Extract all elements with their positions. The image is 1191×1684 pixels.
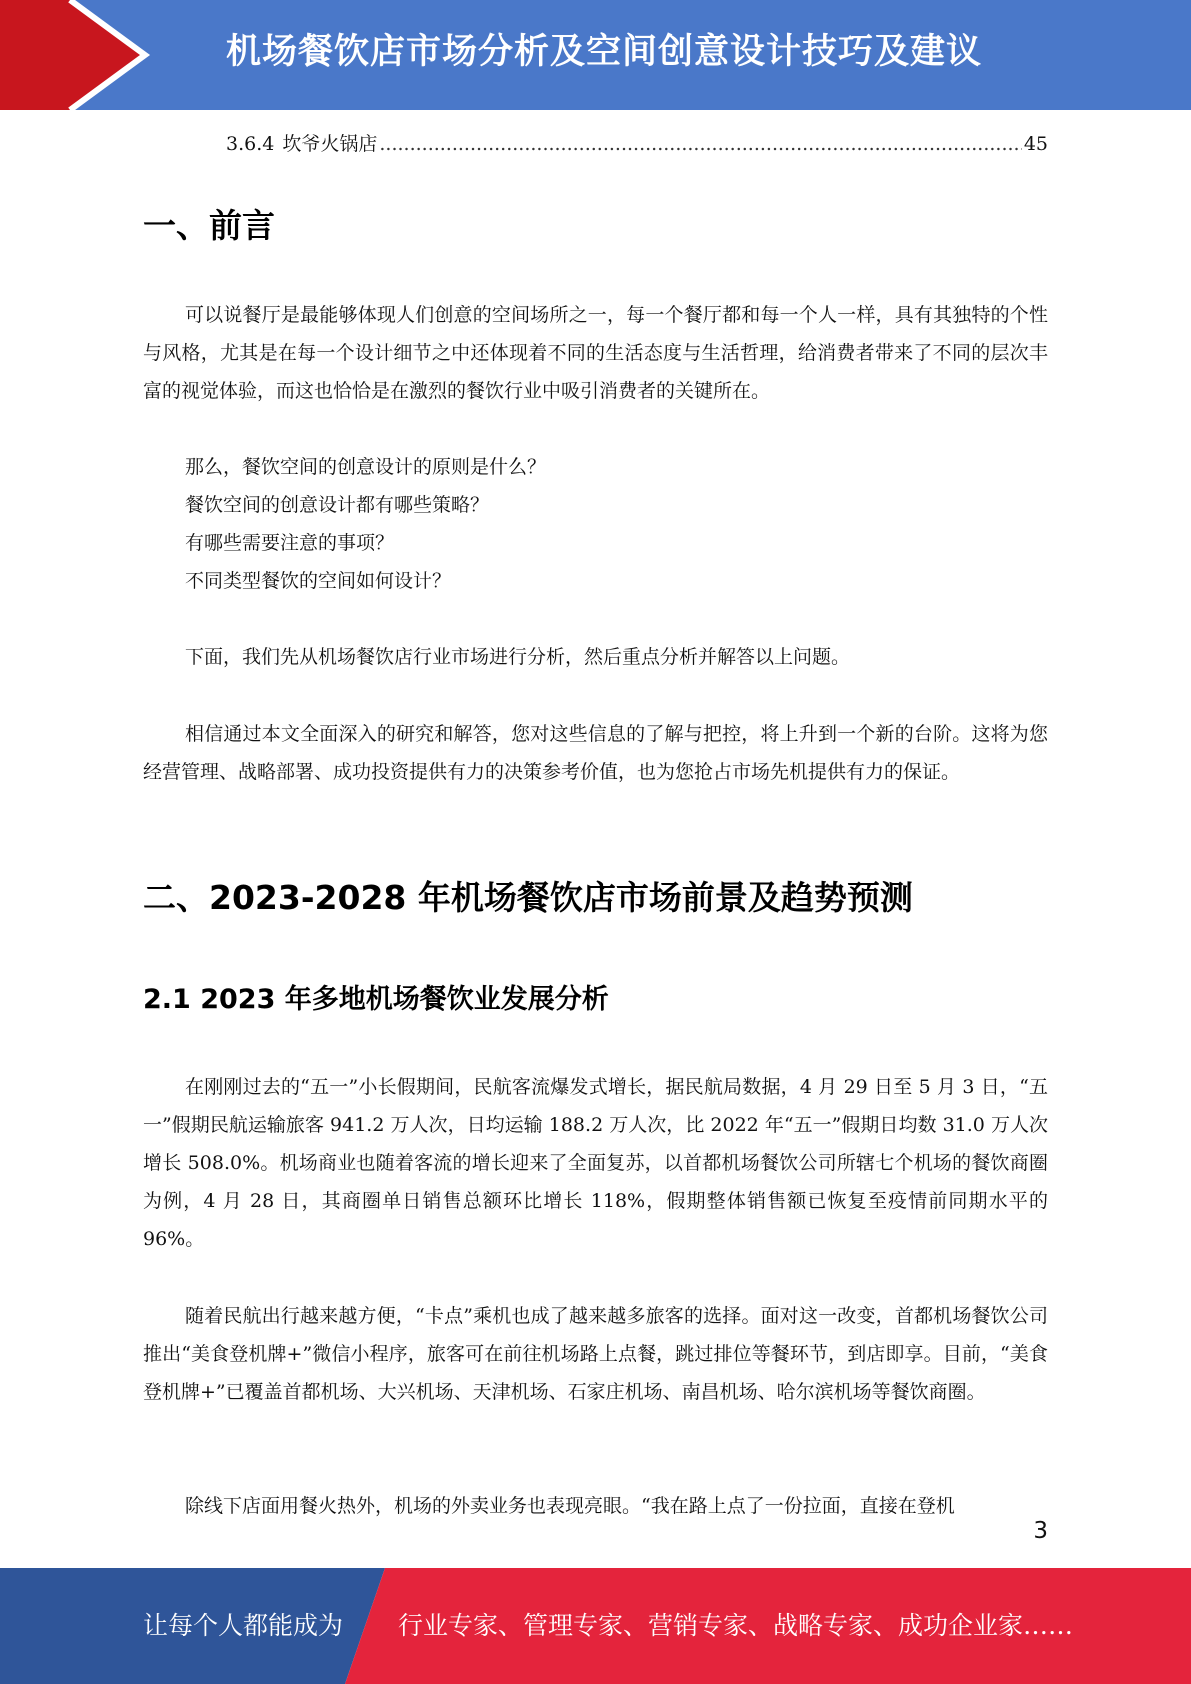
heading-preface: 一、前言 bbox=[143, 206, 275, 245]
footer-slogan-left: 让每个人都能成为 bbox=[143, 1611, 344, 1640]
toc-entry[interactable] bbox=[226, 128, 1048, 160]
toc-page: 45 bbox=[1023, 133, 1048, 155]
question-item: 餐饮空间的创意设计都有哪些策略？ bbox=[185, 494, 490, 516]
paragraph-preface-1: 可以说餐厅是最能够体现人们创意的空间场所之一，每一个餐厅都和每一个人一样，具有其独特的个性与风格，尤其是在每一个设计细节之中还体现着不同的生活态度与生活哲理，给消费者带来了不同的层次丰富的视觉体验，而这也恰恰是在激烈的餐饮行业中吸引消费者的关键所在。 bbox=[143, 304, 1048, 402]
question-item: 不同类型餐饮的空间如何设计？ bbox=[185, 570, 452, 592]
toc-title: 坎爷火锅店 bbox=[282, 133, 378, 155]
footer-slogan-right: 行业专家、管理专家、营销专家、战略专家、成功企业家…… bbox=[398, 1611, 1074, 1640]
question-item: 有哪些需要注意的事项？ bbox=[185, 532, 395, 554]
page-header bbox=[0, 0, 1191, 110]
chevron-logo-icon bbox=[0, 0, 200, 110]
paragraph-preface-3: 相信通过本文全面深入的研究和解答，您对这些信息的了解与把控，将上升到一个新的台阶。这将为您经营管理、战略部署、成功投资提供有力的决策参考价值，也为您抢占市场先机提供有力的保证。 bbox=[143, 723, 1048, 783]
paragraph-body-2: 随着民航出行越来越方便，“卡点”乘机也成了越来越多旅客的选择。面对这一改变，首都机场餐饮公司推出“美食登机牌+”微信小程序，旅客可在前往机场路上点餐，跳过排位等餐环节，到店即享。目前，“美食登机牌+”已覆盖首都机场、大兴机场、天津机场、石家庄机场、南昌机场、哈尔滨机场等餐饮商圈。 bbox=[143, 1305, 1048, 1403]
paragraph-body-1: 在刚刚过去的“五一”小长假期间，民航客流爆发式增长，据民航局数据，4 月 29 日至 5 月 3 日，“五一”假期民航运输旅客 941.2 万人次，日均运输 188.2 万人次，比 2022 年“五一”假期日均数 31.0 万人次增长 508.0%。机场商业也随着客流的增长迎来了全面复苏，以首都机场餐饮公司所辖七个机场的餐饮商圈为例，4 月 28 日，其商圈单日销售总额环比增长 118%，假期整体销售额已恢复至疫情前同期水平的 96%。 bbox=[143, 1076, 1048, 1250]
page-footer bbox=[0, 1568, 1191, 1684]
document-title: 机场餐饮店市场分析及空间创意设计技巧及建议 bbox=[226, 32, 983, 72]
question-list bbox=[185, 448, 546, 600]
toc-leader-dots bbox=[379, 128, 1021, 160]
page-number: 3 bbox=[1033, 1518, 1048, 1544]
question-item: 那么，餐饮空间的创意设计的原则是什么？ bbox=[185, 456, 547, 478]
heading-subsection-2-1: 2.1 2023 年多地机场餐饮业发展分析 bbox=[143, 984, 609, 1015]
heading-forecast: 二、2023-2028 年机场餐饮店市场前景及趋势预测 bbox=[143, 878, 913, 917]
paragraph-body-3: 除线下店面用餐火热外，机场的外卖业务也表现亮眼。“我在路上点了一份拉面，直接在登机 bbox=[185, 1495, 955, 1517]
toc-number: 3.6.4 bbox=[226, 133, 275, 155]
paragraph-preface-2: 下面，我们先从机场餐饮店行业市场进行分析，然后重点分析并解答以上问题。 bbox=[185, 646, 851, 668]
